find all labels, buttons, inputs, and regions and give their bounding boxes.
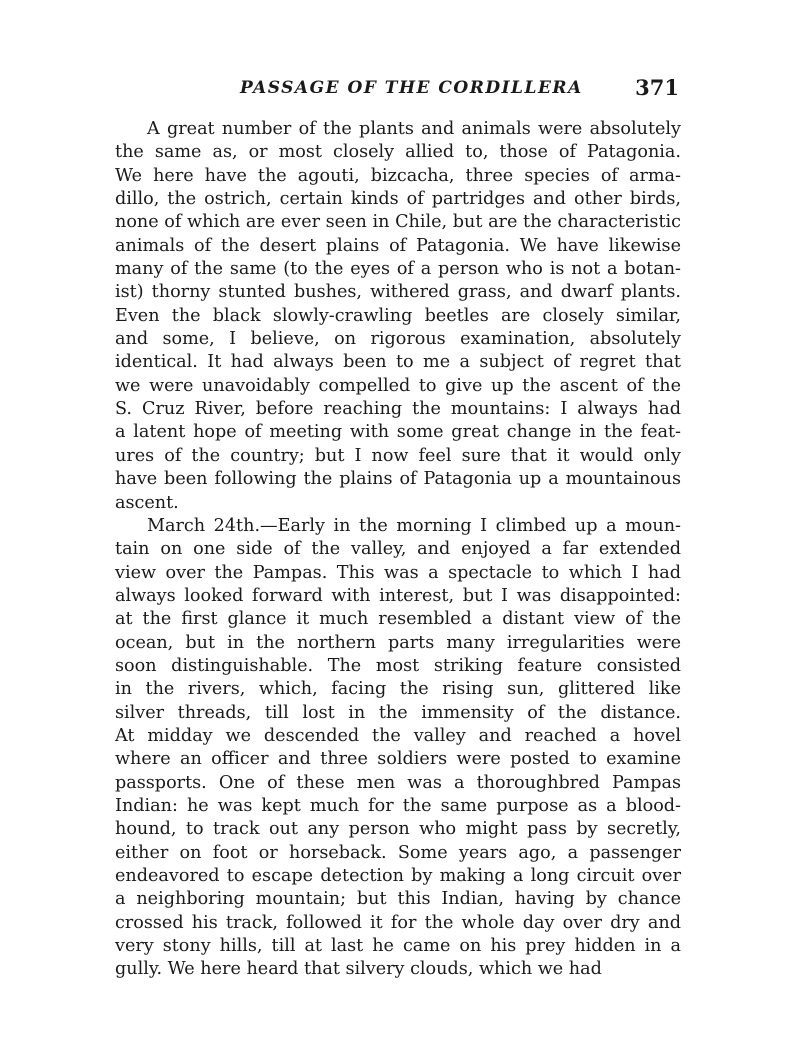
text-line: we were unavoidably compelled to give up the ascent of the xyxy=(115,375,681,396)
text-line: many of the same (to the eyes of a person who is not a botan- xyxy=(115,259,681,280)
text-line: and some, I believe, on rigorous examination, absolutely xyxy=(115,329,681,350)
text-line: always looked forward with interest, but I was disappointed: xyxy=(115,585,681,606)
text-line: none of which are ever seen in Chile, but are the characteristic xyxy=(115,212,681,233)
text-line: ocean, but in the northern parts many irregularities were xyxy=(115,632,681,653)
text-line: a latent hope of meeting with some great change in the feat- xyxy=(115,422,681,443)
text-line: in the rivers, which, facing the rising sun, glittered like xyxy=(115,679,681,700)
text-line: ascent. xyxy=(115,492,179,513)
text-line: ures of the country; but I now feel sure that it would only xyxy=(115,445,681,466)
page-number: 371 xyxy=(635,75,679,100)
text-line: very stony hills, till at last he came on his prey hidden in a xyxy=(115,936,681,957)
text-line: endeavored to escape detection by making a long circuit over xyxy=(115,866,681,886)
running-head xyxy=(115,75,685,108)
text-line: a neighboring mountain; but this Indian, having by chance xyxy=(115,889,681,910)
text-line: March 24th.—Early in the morning I climbed up a moun- xyxy=(147,515,681,536)
paragraph xyxy=(115,118,681,515)
text-line: crossed his track, followed it for the whole day over dry and xyxy=(115,912,681,933)
text-line: animals of the desert plains of Patagonia. We have likewise xyxy=(115,235,681,256)
body-text xyxy=(115,118,681,982)
text-line: at the first glance it much resembled a distant view of the xyxy=(115,609,681,630)
text-line: either on foot or horseback. Some years ago, a passenger xyxy=(115,842,681,863)
text-line: silver threads, till lost in the immensity of the distance. xyxy=(115,702,681,723)
text-line: Indian: he was kept much for the same purpose as a blood- xyxy=(115,795,681,816)
text-line: S. Cruz River, before reaching the mountains: I always had xyxy=(115,399,681,420)
text-line: passports. One of these men was a thoroughbred Pampas xyxy=(115,772,681,793)
text-line: A great number of the plants and animals were absolutely xyxy=(147,119,681,139)
text-line: the same as, or most closely allied to, those of Patagonia. xyxy=(115,142,681,163)
text-line: have been following the plains of Patagonia up a mountainous xyxy=(115,469,681,490)
paragraph xyxy=(115,515,681,982)
text-line: dillo, the ostrich, certain kinds of partridges and other birds, xyxy=(115,189,681,210)
text-line: tain on one side of the valley, and enjoyed a far extended xyxy=(115,539,681,560)
text-line: At midday we descended the valley and reached a hovel xyxy=(115,725,681,746)
text-line: hound, to track out any person who might pass by secretly, xyxy=(115,819,681,840)
text-line: soon distinguishable. The most striking feature consisted xyxy=(115,655,681,676)
text-line: view over the Pampas. This was a spectacle to which I had xyxy=(115,562,681,583)
text-line: We here have the agouti, bizcacha, three species of arma- xyxy=(115,165,681,186)
text-line: gully. We here heard that silvery clouds, which we had xyxy=(115,959,602,980)
running-title: PASSAGE OF THE CORDILLERA xyxy=(240,78,583,98)
text-line: identical. It had always been to me a subject of regret that xyxy=(115,352,681,373)
text-line: where an officer and three soldiers were posted to examine xyxy=(115,749,681,770)
text-line: ist) thorny stunted bushes, withered grass, and dwarf plants. xyxy=(115,282,681,303)
text-line: Even the black slowly-crawling beetles are closely similar, xyxy=(115,305,681,326)
